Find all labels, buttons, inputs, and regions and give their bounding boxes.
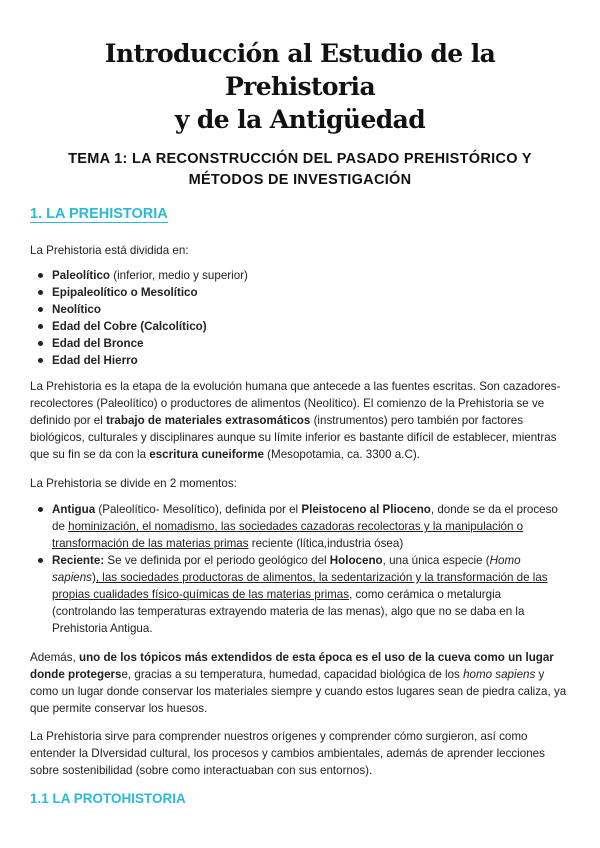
- topic-subtitle: [30, 149, 570, 191]
- bold-term: Pleistoceno al Plioceno: [301, 503, 431, 516]
- list-item: [52, 335, 570, 352]
- text-run: La Prehistoria es la etapa de la evolución humana que antecede a las fuentes escritas. Son cazadores-recolectores (Paleolítico) o productores de alimentos (Neolítico). El comienzo de la Prehistoria se ve definido por el: [30, 380, 561, 427]
- text-run: (Mesopotamia, ca. 3300 a.C).: [263, 448, 420, 461]
- bold-term: trabajo de materiales extrasomáticos: [106, 414, 311, 427]
- bold-term: Holoceno: [329, 554, 383, 567]
- period-name: Edad del Hierro: [52, 354, 138, 367]
- italic-term: Homo sapiens: [52, 554, 521, 584]
- text-run: , una única especie (: [382, 554, 490, 567]
- list-item: [52, 301, 570, 318]
- text-run: e, gracias a su temperatura, humedad, capacidad biológica de los: [121, 668, 464, 681]
- subtitle-line-1: TEMA 1: LA RECONSTRUCCIÓN DEL PASADO PREHISTÓRICO Y: [68, 151, 532, 167]
- text-run: reciente (lítica,industria ósea): [248, 537, 404, 550]
- cave-paragraph: [30, 649, 570, 717]
- underlined-text: , las sociedades productoras de alimentos, la sedentarización y la transformación de las propias cualidades físico-químicas de las materias primas: [52, 571, 548, 601]
- purpose-paragraph: La Prehistoria sirve para comprender nuestros orígenes y comprender cómo surgieron, así como entender la DIversidad cultural, los procesos y cambios ambientales, además de aprender lecciones sobre sostenibilidad (sobre como interactuaban con sus entornos).: [30, 730, 545, 777]
- list-item: [52, 267, 570, 284]
- text-run: , como cerámica o metalurgia (controlando las temperaturas extrayendo materia de las menas), algo que no se daba en la Prehistoria Antigua.: [52, 588, 525, 635]
- moments-list: [30, 501, 570, 637]
- text-run: , donde se da el proceso de: [52, 503, 558, 533]
- list-item: [52, 318, 570, 335]
- bold-term: uno de los tópicos más extendidos de esta época es el uso de la cueva como un lugar donde protegers: [30, 651, 554, 681]
- italic-term: homo sapiens: [463, 668, 536, 681]
- moment-label: Antigua: [52, 503, 96, 516]
- section-heading-protohistoria: 1.1 LA PROTOHISTORIA: [30, 791, 186, 806]
- list-item: [52, 284, 570, 301]
- period-name: Edad del Cobre (Calcolítico): [52, 320, 207, 333]
- list-item: [52, 552, 570, 637]
- text-run: Se ve definida por el periodo geológico del: [104, 554, 330, 567]
- underlined-text: hominización, el nomadismo, las sociedades cazadoras recolectoras y la manipulación o transformación de las materias primas: [52, 520, 524, 550]
- title-line-1: Introducción al Estudio de la Prehistoria: [104, 39, 496, 101]
- list-item: [52, 352, 570, 369]
- section-heading-prehistoria: [30, 204, 570, 224]
- text-run: ): [91, 571, 96, 584]
- intro-paragraph: La Prehistoria está dividida en:: [30, 244, 189, 257]
- section-heading-text: 1. LA PREHISTORIA: [30, 206, 168, 222]
- period-detail: (inferior, medio y superior): [110, 269, 248, 282]
- periods-list: [30, 267, 570, 369]
- period-name: Paleolítico: [52, 269, 110, 282]
- bold-term: escritura cuneiforme: [149, 448, 264, 461]
- text-run: y como un lugar donde conservar los materiales siempre y cuando estos lugares sean de piedra caliza, ya que permite conservar los huesos.: [30, 668, 567, 715]
- text-run: Además,: [30, 651, 79, 664]
- period-name: Epipaleolítico o Mesolítico: [52, 286, 198, 299]
- definition-paragraph: [30, 378, 570, 463]
- period-name: Neolítico: [52, 303, 101, 316]
- text-run: (instrumentos) pero también por factores biológicos, culturales y disciplinares aunque su límite inferior es bastante difícil de establecer, mientras que su fin se da con la: [30, 414, 557, 461]
- moments-intro: La Prehistoria se divide en 2 momentos:: [30, 477, 237, 490]
- document-title: [30, 0, 570, 136]
- list-item: [52, 501, 570, 552]
- moment-label: Reciente:: [52, 554, 105, 567]
- subtitle-line-2: MÉTODOS DE INVESTIGACIÓN: [188, 172, 412, 188]
- title-line-2: y de la Antigüedad: [174, 105, 426, 134]
- text-run: (Paleolítico- Mesolítico), definida por el: [95, 503, 302, 516]
- period-name: Edad del Bronce: [52, 337, 144, 350]
